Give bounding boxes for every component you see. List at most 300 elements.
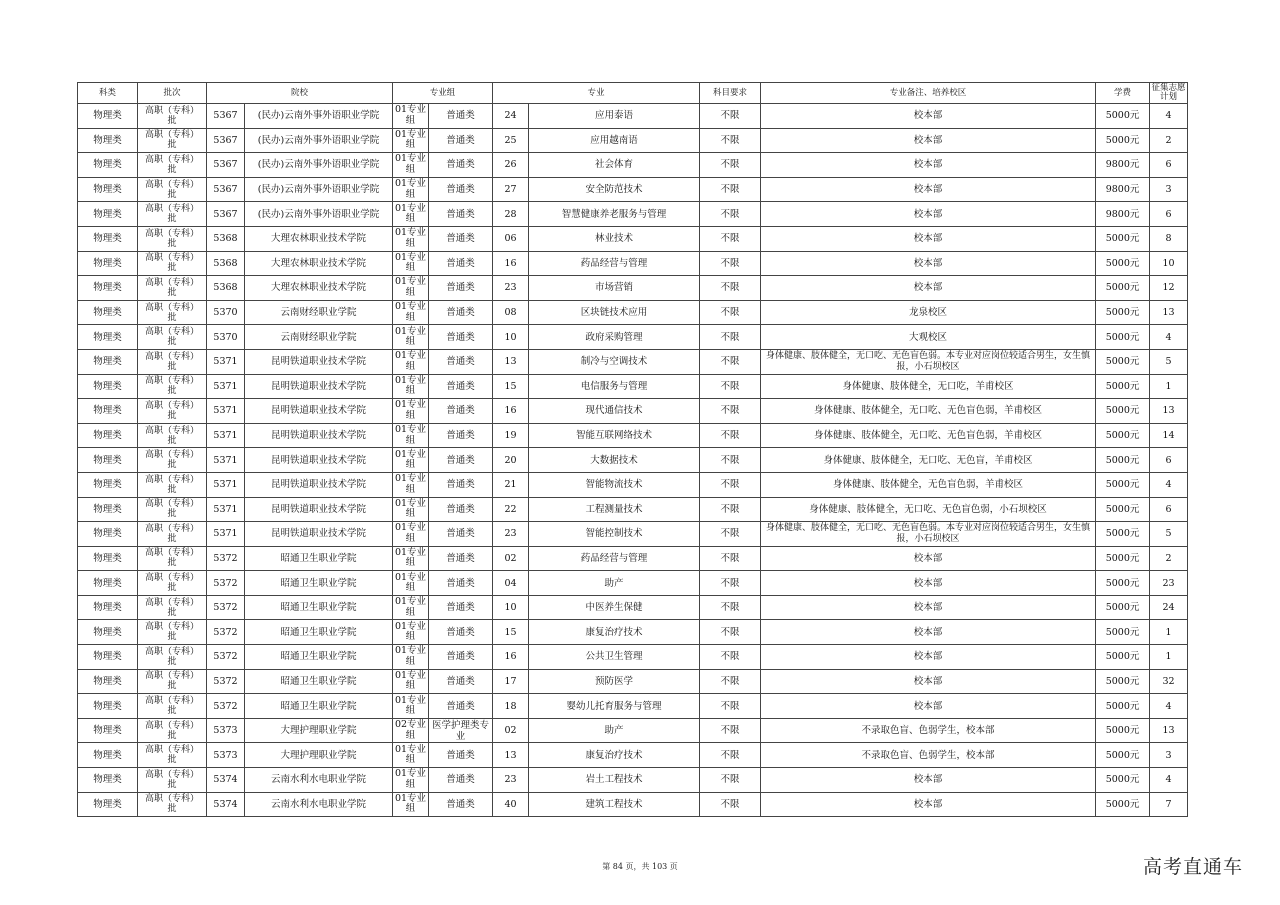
batch-line: 高职（专科） xyxy=(144,179,199,190)
batch-line: 高职（专科） xyxy=(144,548,199,559)
fee-cell: 5000元 xyxy=(1096,128,1150,153)
school-code-cell: 5371 xyxy=(207,522,245,547)
plan-cell: 4 xyxy=(1150,768,1188,793)
fee-cell: 5000元 xyxy=(1096,399,1150,424)
batch-line: 批 xyxy=(167,509,177,520)
plan-cell: 14 xyxy=(1150,423,1188,448)
table-row xyxy=(78,792,1188,817)
group-line: 01专业 xyxy=(394,497,427,509)
major-code-cell: 18 xyxy=(493,694,529,719)
table-row xyxy=(78,128,1188,153)
batch-line: 高职（专科） xyxy=(144,425,199,436)
requirement-cell: 不限 xyxy=(700,202,761,227)
note-cell: 校本部 xyxy=(761,226,1096,251)
plan-cell: 4 xyxy=(1150,104,1188,129)
batch-cell xyxy=(138,595,207,620)
group-type-cell: 普通类 xyxy=(429,325,493,350)
batch-cell xyxy=(138,423,207,448)
group-line: 01专业 xyxy=(394,596,427,608)
batch-line: 批 xyxy=(167,386,177,397)
batch-cell xyxy=(138,768,207,793)
requirement-cell: 不限 xyxy=(700,522,761,547)
school-code-cell: 5371 xyxy=(207,349,245,374)
major-code-cell: 08 xyxy=(493,300,529,325)
school-name-cell: 昭通卫生职业学院 xyxy=(245,595,393,620)
plan-cell: 3 xyxy=(1150,177,1188,202)
table-row xyxy=(78,743,1188,768)
requirement-cell: 不限 xyxy=(700,177,761,202)
requirement-cell: 不限 xyxy=(700,546,761,571)
requirement-cell: 不限 xyxy=(700,448,761,473)
major-name-cell: 中医养生保健 xyxy=(529,595,700,620)
school-name-cell: 昭通卫生职业学院 xyxy=(245,620,393,645)
school-code-cell: 5368 xyxy=(207,251,245,276)
batch-line: 批 xyxy=(167,632,177,643)
enrollment-plan-table xyxy=(77,82,1188,817)
group-type-cell: 普通类 xyxy=(429,276,493,301)
note-cell: 校本部 xyxy=(761,202,1096,227)
group-cell xyxy=(393,276,429,301)
header-batch: 批次 xyxy=(138,83,207,104)
fee-cell: 5000元 xyxy=(1096,768,1150,793)
note-cell: 不录取色盲、色弱学生，校本部 xyxy=(761,718,1096,743)
requirement-cell: 不限 xyxy=(700,472,761,497)
plan-cell: 6 xyxy=(1150,153,1188,178)
table-row xyxy=(78,251,1188,276)
major-code-cell: 23 xyxy=(493,276,529,301)
fee-cell: 5000元 xyxy=(1096,743,1150,768)
table-header-row xyxy=(78,83,1188,104)
requirement-cell: 不限 xyxy=(700,669,761,694)
table-row xyxy=(78,177,1188,202)
major-code-cell: 06 xyxy=(493,226,529,251)
table-row xyxy=(78,399,1188,424)
group-type-cell: 普通类 xyxy=(429,423,493,448)
school-code-cell: 5374 xyxy=(207,768,245,793)
requirement-cell: 不限 xyxy=(700,497,761,522)
group-type-cell: 普通类 xyxy=(429,177,493,202)
page-footer: 第 84 页，共 103 页 xyxy=(602,862,678,871)
group-line: 01专业 xyxy=(394,350,427,362)
batch-cell xyxy=(138,792,207,817)
school-code-cell: 5371 xyxy=(207,448,245,473)
batch-cell xyxy=(138,718,207,743)
fee-cell: 5000元 xyxy=(1096,300,1150,325)
note-cell: 校本部 xyxy=(761,792,1096,817)
plan-cell: 32 xyxy=(1150,669,1188,694)
school-code-cell: 5367 xyxy=(207,177,245,202)
group-type-cell: 普通类 xyxy=(429,202,493,227)
group-line: 01专业 xyxy=(394,301,427,313)
major-name-cell: 公共卫生管理 xyxy=(529,645,700,670)
school-code-cell: 5367 xyxy=(207,153,245,178)
group-line: 组 xyxy=(405,360,416,372)
batch-line: 高职（专科） xyxy=(144,499,199,510)
group-line: 组 xyxy=(405,409,416,421)
table-row xyxy=(78,595,1188,620)
plan-cell: 1 xyxy=(1150,645,1188,670)
major-code-cell: 21 xyxy=(493,472,529,497)
plan-cell: 6 xyxy=(1150,202,1188,227)
fee-cell: 5000元 xyxy=(1096,251,1150,276)
requirement-cell: 不限 xyxy=(700,374,761,399)
fee-cell: 9800元 xyxy=(1096,153,1150,178)
group-cell xyxy=(393,325,429,350)
major-code-cell: 25 xyxy=(493,128,529,153)
subject-cell: 物理类 xyxy=(78,620,138,645)
table-row xyxy=(78,472,1188,497)
fee-cell: 5000元 xyxy=(1096,571,1150,596)
table-row xyxy=(78,546,1188,571)
major-code-cell: 40 xyxy=(493,792,529,817)
subject-cell: 物理类 xyxy=(78,226,138,251)
header-major: 专业 xyxy=(493,83,700,104)
fee-cell: 5000元 xyxy=(1096,546,1150,571)
batch-line: 批 xyxy=(167,533,177,544)
group-line: 组 xyxy=(405,483,416,495)
school-code-cell: 5372 xyxy=(207,645,245,670)
group-cell xyxy=(393,128,429,153)
group-line: 01专业 xyxy=(394,792,427,804)
major-name-cell: 现代通信技术 xyxy=(529,399,700,424)
batch-line: 批 xyxy=(167,755,177,766)
major-name-cell: 区块链技术应用 xyxy=(529,300,700,325)
table-row xyxy=(78,497,1188,522)
group-cell xyxy=(393,153,429,178)
requirement-cell: 不限 xyxy=(700,571,761,596)
group-line: 组 xyxy=(405,459,416,471)
subject-cell: 物理类 xyxy=(78,497,138,522)
school-name-cell: 昆明铁道职业技术学院 xyxy=(245,399,393,424)
header-requirement: 科目要求 xyxy=(700,83,761,104)
note-cell: 身体健康、肢体健全，无口吃、无色盲色弱。本专业对应岗位较适合男生，女生慎报，小石坝校区 xyxy=(761,349,1096,374)
subject-cell: 物理类 xyxy=(78,472,138,497)
header-school: 院校 xyxy=(207,83,393,104)
table-row xyxy=(78,325,1188,350)
batch-cell xyxy=(138,694,207,719)
subject-cell: 物理类 xyxy=(78,202,138,227)
school-code-cell: 5372 xyxy=(207,620,245,645)
school-code-cell: 5374 xyxy=(207,792,245,817)
table-row xyxy=(78,694,1188,719)
batch-line: 高职（专科） xyxy=(144,204,199,215)
group-line: 01专业 xyxy=(394,153,427,165)
batch-line: 批 xyxy=(167,460,177,471)
group-line: 01专业 xyxy=(394,743,427,755)
school-name-cell: 昭通卫生职业学院 xyxy=(245,546,393,571)
school-name-cell: 大理农林职业技术学院 xyxy=(245,251,393,276)
group-cell xyxy=(393,423,429,448)
subject-cell: 物理类 xyxy=(78,718,138,743)
group-line: 组 xyxy=(405,729,416,741)
group-line: 组 xyxy=(405,114,416,126)
group-line: 组 xyxy=(405,606,416,618)
batch-line: 高职（专科） xyxy=(144,450,199,461)
requirement-cell: 不限 xyxy=(700,792,761,817)
group-line: 01专业 xyxy=(394,202,427,214)
group-cell xyxy=(393,718,429,743)
major-code-cell: 23 xyxy=(493,768,529,793)
major-code-cell: 13 xyxy=(493,743,529,768)
group-type-cell: 普通类 xyxy=(429,571,493,596)
major-code-cell: 16 xyxy=(493,645,529,670)
batch-line: 高职（专科） xyxy=(144,720,199,731)
note-cell: 校本部 xyxy=(761,251,1096,276)
major-name-cell: 智能互联网络技术 xyxy=(529,423,700,448)
note-cell: 校本部 xyxy=(761,669,1096,694)
school-name-cell: 昆明铁道职业技术学院 xyxy=(245,497,393,522)
requirement-cell: 不限 xyxy=(700,226,761,251)
plan-cell: 4 xyxy=(1150,325,1188,350)
group-line: 组 xyxy=(405,532,416,544)
school-name-cell: (民办)云南外事外语职业学院 xyxy=(245,153,393,178)
major-name-cell: 建筑工程技术 xyxy=(529,792,700,817)
note-cell: 校本部 xyxy=(761,595,1096,620)
batch-line: 高职（专科） xyxy=(144,327,199,338)
note-cell: 大观校区 xyxy=(761,325,1096,350)
table-row xyxy=(78,645,1188,670)
batch-line: 批 xyxy=(167,706,177,717)
plan-cell: 2 xyxy=(1150,128,1188,153)
group-line: 组 xyxy=(405,754,416,766)
school-name-cell: 云南财经职业学院 xyxy=(245,325,393,350)
plan-cell: 4 xyxy=(1150,694,1188,719)
group-cell xyxy=(393,300,429,325)
major-code-cell: 17 xyxy=(493,669,529,694)
group-type-cell: 普通类 xyxy=(429,128,493,153)
batch-cell xyxy=(138,497,207,522)
table-row xyxy=(78,226,1188,251)
group-cell xyxy=(393,349,429,374)
subject-cell: 物理类 xyxy=(78,743,138,768)
batch-line: 高职（专科） xyxy=(144,351,199,362)
major-name-cell: 预防医学 xyxy=(529,669,700,694)
school-code-cell: 5373 xyxy=(207,743,245,768)
fee-cell: 5000元 xyxy=(1096,718,1150,743)
group-line: 01专业 xyxy=(394,178,427,190)
batch-line: 高职（专科） xyxy=(144,253,199,264)
subject-cell: 物理类 xyxy=(78,792,138,817)
fee-cell: 5000元 xyxy=(1096,276,1150,301)
group-line: 01专业 xyxy=(394,645,427,657)
school-code-cell: 5372 xyxy=(207,669,245,694)
group-line: 组 xyxy=(405,286,416,298)
fee-cell: 9800元 xyxy=(1096,177,1150,202)
school-name-cell: (民办)云南外事外语职业学院 xyxy=(245,104,393,129)
group-type-cell: 普通类 xyxy=(429,522,493,547)
note-cell: 校本部 xyxy=(761,768,1096,793)
major-code-cell: 10 xyxy=(493,325,529,350)
requirement-cell: 不限 xyxy=(700,694,761,719)
note-cell: 校本部 xyxy=(761,276,1096,301)
subject-cell: 物理类 xyxy=(78,374,138,399)
subject-cell: 物理类 xyxy=(78,645,138,670)
group-type-cell: 普通类 xyxy=(429,743,493,768)
major-code-cell: 16 xyxy=(493,399,529,424)
school-name-cell: 昆明铁道职业技术学院 xyxy=(245,374,393,399)
group-line: 01专业 xyxy=(394,473,427,485)
major-code-cell: 02 xyxy=(493,718,529,743)
school-code-cell: 5367 xyxy=(207,104,245,129)
header-fee: 学费 xyxy=(1096,83,1150,104)
group-cell xyxy=(393,522,429,547)
school-code-cell: 5368 xyxy=(207,226,245,251)
major-name-cell: 助产 xyxy=(529,718,700,743)
batch-line: 高职（专科） xyxy=(144,646,199,657)
batch-cell xyxy=(138,743,207,768)
group-line: 组 xyxy=(405,163,416,175)
group-cell xyxy=(393,251,429,276)
note-cell: 校本部 xyxy=(761,694,1096,719)
batch-cell xyxy=(138,251,207,276)
batch-cell xyxy=(138,571,207,596)
batch-cell xyxy=(138,472,207,497)
batch-line: 批 xyxy=(167,558,177,569)
group-line: 组 xyxy=(405,139,416,151)
group-type-cell: 普通类 xyxy=(429,104,493,129)
note-cell: 身体健康、肢体健全，无口吃、无色盲，羊甫校区 xyxy=(761,448,1096,473)
group-line: 组 xyxy=(405,778,416,790)
plan-cell: 3 xyxy=(1150,743,1188,768)
batch-line: 批 xyxy=(167,312,177,323)
group-line: 01专业 xyxy=(394,325,427,337)
table-row xyxy=(78,153,1188,178)
group-line: 01专业 xyxy=(394,571,427,583)
table-row xyxy=(78,104,1188,129)
fee-cell: 5000元 xyxy=(1096,694,1150,719)
major-code-cell: 20 xyxy=(493,448,529,473)
batch-line: 批 xyxy=(167,164,177,175)
school-code-cell: 5367 xyxy=(207,202,245,227)
batch-line: 批 xyxy=(167,361,177,372)
school-name-cell: 昭通卫生职业学院 xyxy=(245,694,393,719)
group-cell xyxy=(393,497,429,522)
group-line: 组 xyxy=(405,655,416,667)
school-code-cell: 5370 xyxy=(207,300,245,325)
plan-cell: 1 xyxy=(1150,374,1188,399)
group-line: 01专业 xyxy=(394,424,427,436)
group-line: 01专业 xyxy=(394,694,427,706)
fee-cell: 5000元 xyxy=(1096,669,1150,694)
plan-cell: 6 xyxy=(1150,448,1188,473)
group-type-cell: 普通类 xyxy=(429,595,493,620)
school-name-cell: 云南水利水电职业学院 xyxy=(245,768,393,793)
group-type-cell: 普通类 xyxy=(429,399,493,424)
fee-cell: 5000元 xyxy=(1096,226,1150,251)
fee-cell: 5000元 xyxy=(1096,349,1150,374)
group-line: 组 xyxy=(405,385,416,397)
group-cell xyxy=(393,177,429,202)
batch-line: 批 xyxy=(167,263,177,274)
batch-line: 批 xyxy=(167,435,177,446)
batch-line: 高职（专科） xyxy=(144,376,199,387)
fee-cell: 5000元 xyxy=(1096,423,1150,448)
header-note: 专业备注、培养校区 xyxy=(761,83,1096,104)
note-cell: 校本部 xyxy=(761,177,1096,202)
group-line: 01专业 xyxy=(394,251,427,263)
group-cell xyxy=(393,571,429,596)
major-code-cell: 13 xyxy=(493,349,529,374)
group-line: 01专业 xyxy=(394,522,427,534)
group-type-cell: 普通类 xyxy=(429,694,493,719)
note-cell: 身体健康、肢体健全，无口吃，羊甫校区 xyxy=(761,374,1096,399)
note-cell: 身体健康、肢体健全，无色盲色弱，羊甫校区 xyxy=(761,472,1096,497)
batch-cell xyxy=(138,669,207,694)
group-type-cell: 普通类 xyxy=(429,497,493,522)
table-row xyxy=(78,571,1188,596)
note-cell: 不录取色盲、色弱学生，校本部 xyxy=(761,743,1096,768)
major-name-cell: 药品经营与管理 xyxy=(529,251,700,276)
major-code-cell: 02 xyxy=(493,546,529,571)
major-name-cell: 助产 xyxy=(529,571,700,596)
requirement-cell: 不限 xyxy=(700,595,761,620)
batch-cell xyxy=(138,128,207,153)
major-name-cell: 电信服务与管理 xyxy=(529,374,700,399)
batch-cell xyxy=(138,226,207,251)
fee-cell: 5000元 xyxy=(1096,645,1150,670)
group-cell xyxy=(393,202,429,227)
table-row xyxy=(78,423,1188,448)
batch-line: 批 xyxy=(167,607,177,618)
note-cell: 校本部 xyxy=(761,620,1096,645)
batch-cell xyxy=(138,276,207,301)
fee-cell: 5000元 xyxy=(1096,472,1150,497)
school-name-cell: 大理农林职业技术学院 xyxy=(245,276,393,301)
group-cell xyxy=(393,226,429,251)
school-name-cell: 大理护理职业学院 xyxy=(245,743,393,768)
group-cell xyxy=(393,104,429,129)
plan-cell: 12 xyxy=(1150,276,1188,301)
school-code-cell: 5371 xyxy=(207,472,245,497)
requirement-cell: 不限 xyxy=(700,276,761,301)
batch-cell xyxy=(138,325,207,350)
batch-line: 批 xyxy=(167,287,177,298)
note-cell: 校本部 xyxy=(761,546,1096,571)
major-code-cell: 16 xyxy=(493,251,529,276)
requirement-cell: 不限 xyxy=(700,423,761,448)
batch-line: 高职（专科） xyxy=(144,597,199,608)
requirement-cell: 不限 xyxy=(700,251,761,276)
batch-line: 高职（专科） xyxy=(144,794,199,805)
plan-cell: 13 xyxy=(1150,399,1188,424)
school-name-cell: 昆明铁道职业技术学院 xyxy=(245,423,393,448)
school-code-cell: 5371 xyxy=(207,423,245,448)
requirement-cell: 不限 xyxy=(700,399,761,424)
watermark-logo: 高考直通车 xyxy=(1143,856,1244,878)
school-name-cell: 云南财经职业学院 xyxy=(245,300,393,325)
group-cell xyxy=(393,792,429,817)
group-type-cell: 普通类 xyxy=(429,374,493,399)
requirement-cell: 不限 xyxy=(700,743,761,768)
group-line: 组 xyxy=(405,213,416,225)
batch-line: 高职（专科） xyxy=(144,228,199,239)
group-line: 01专业 xyxy=(394,620,427,632)
group-type-cell: 普通类 xyxy=(429,300,493,325)
batch-line: 高职（专科） xyxy=(144,523,199,534)
note-cell: 身体健康、肢体健全，无口吃、无色盲色弱，羊甫校区 xyxy=(761,423,1096,448)
subject-cell: 物理类 xyxy=(78,300,138,325)
major-code-cell: 22 xyxy=(493,497,529,522)
subject-cell: 物理类 xyxy=(78,768,138,793)
major-name-cell: 工程测量技术 xyxy=(529,497,700,522)
group-type-cell: 普通类 xyxy=(429,768,493,793)
group-cell xyxy=(393,694,429,719)
subject-cell: 物理类 xyxy=(78,399,138,424)
fee-cell: 5000元 xyxy=(1096,792,1150,817)
batch-cell xyxy=(138,620,207,645)
school-name-cell: 昆明铁道职业技术学院 xyxy=(245,522,393,547)
plan-cell: 24 xyxy=(1150,595,1188,620)
